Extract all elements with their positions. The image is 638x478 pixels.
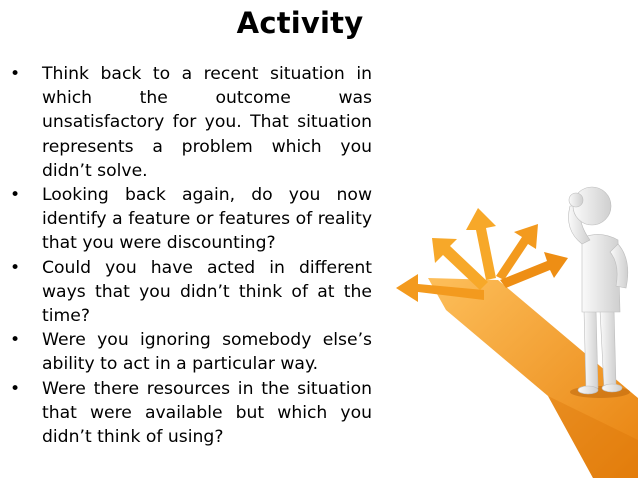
bullet-text: Were you ignoring somebody else’s ability to act in a particular way. [42, 330, 372, 375]
bullet-item [10, 328, 372, 376]
thinking-person-at-crossroads-icon [388, 160, 638, 478]
bullet-text: Looking back again, do you now identify a feature or features of reality that you were discounting? [42, 185, 372, 254]
bullet-text: Were there resources in the situation that were available but which you didn’t think of using? [42, 378, 372, 448]
bullet-list [10, 62, 372, 449]
bullet-glyph: • [10, 330, 21, 351]
bullet-glyph: • [10, 257, 21, 278]
bullet-item [10, 183, 372, 256]
bullet-item [10, 62, 372, 183]
bullet-text: Think back to a recent situation in which the outcome was unsatisfactory for you. That situation represents a problem which you didn’t solve. [42, 64, 372, 181]
slide-title: Activity [236, 6, 364, 40]
bullet-glyph: • [10, 378, 21, 399]
bullet-glyph: • [10, 185, 21, 206]
bullet-text: Could you have acted in different ways that you didn’t think of at the time? [42, 257, 372, 327]
bullet-item [10, 256, 372, 329]
bullet-item [10, 377, 372, 450]
bullet-glyph: • [10, 64, 21, 84]
